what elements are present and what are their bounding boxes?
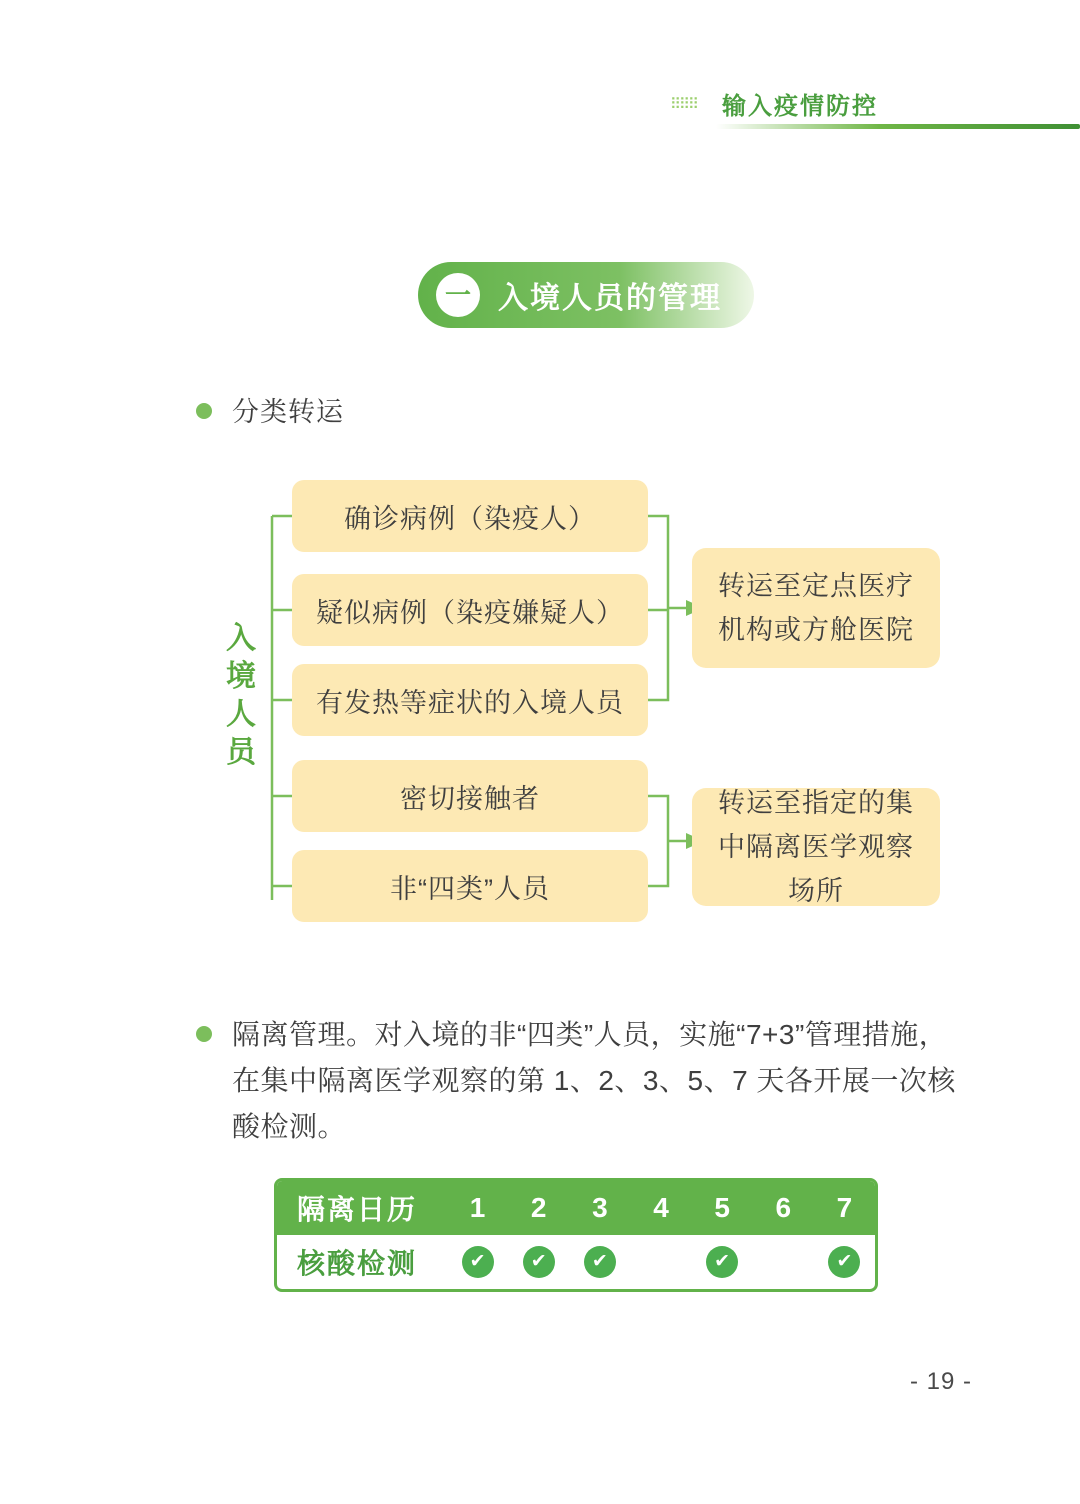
bullet-dot-icon	[196, 403, 212, 419]
table-day-5: 5	[714, 1192, 730, 1223]
flow-box-close-contact: 密切接触者	[292, 760, 648, 832]
test-cell-1	[447, 1246, 508, 1278]
bullet-one-text: 分类转运	[232, 397, 344, 427]
dots-pattern-icon: ⠿⠿⠿	[670, 96, 697, 113]
table-header-row	[277, 1181, 875, 1235]
check-icon: ✔	[828, 1246, 860, 1278]
header-title: 输入疫情防控	[722, 93, 878, 120]
flow-source-label: 入境人员	[226, 622, 258, 769]
flow-box-confirmed-case: 确诊病例（染疫人）	[292, 480, 648, 552]
table-body-label: 核酸检测	[297, 1248, 418, 1279]
test-cell-5	[692, 1246, 753, 1278]
bullet-two-text: 隔离管理。对入境的非“四类”人员，实施“7+3”管理措施，在集中隔离医学观察的第 1、2、3、5、7 天各开展一次核酸检测。	[232, 1019, 956, 1142]
check-icon: ✔	[462, 1246, 494, 1278]
table-day-6: 6	[775, 1192, 792, 1223]
section-number-badge	[436, 273, 480, 317]
table-day-2: 2	[530, 1192, 547, 1223]
flow-box-transfer-quarantine: 转运至指定的集中隔离医学观察场所	[692, 788, 940, 906]
test-cell-3	[569, 1246, 630, 1278]
page-number: - 19 -	[909, 1368, 972, 1395]
table-header-label: 隔离日历	[297, 1194, 418, 1225]
section-title: 入境人员的管理	[498, 282, 722, 315]
flow-box-transfer-hospital: 转运至定点医疗机构或方舱医院	[692, 548, 940, 668]
page-header	[660, 86, 1080, 142]
check-icon: ✔	[706, 1246, 738, 1278]
check-icon	[767, 1246, 799, 1278]
section-title-pill	[418, 262, 754, 328]
table-day-4: 4	[653, 1192, 669, 1223]
bullet-dot-icon	[196, 1026, 212, 1042]
test-cell-4	[630, 1246, 691, 1278]
table-day-3: 3	[592, 1192, 608, 1223]
table-day-1: 1	[469, 1192, 486, 1223]
section-number: 一	[444, 280, 471, 310]
flow-box-non-four-category: 非“四类”人员	[292, 850, 648, 922]
quarantine-schedule-table	[274, 1178, 878, 1292]
table-body-row	[277, 1235, 875, 1289]
test-cell-7	[814, 1246, 875, 1278]
table-day-7: 7	[836, 1192, 853, 1223]
check-icon	[645, 1246, 677, 1278]
flow-box-fever-symptoms: 有发热等症状的入境人员	[292, 664, 648, 736]
check-icon: ✔	[584, 1246, 616, 1278]
test-cell-6	[753, 1246, 814, 1278]
check-icon: ✔	[523, 1246, 555, 1278]
test-cell-2	[508, 1246, 569, 1278]
header-divider	[716, 124, 1080, 129]
flow-box-suspected-case: 疑似病例（染疫嫌疑人）	[292, 574, 648, 646]
